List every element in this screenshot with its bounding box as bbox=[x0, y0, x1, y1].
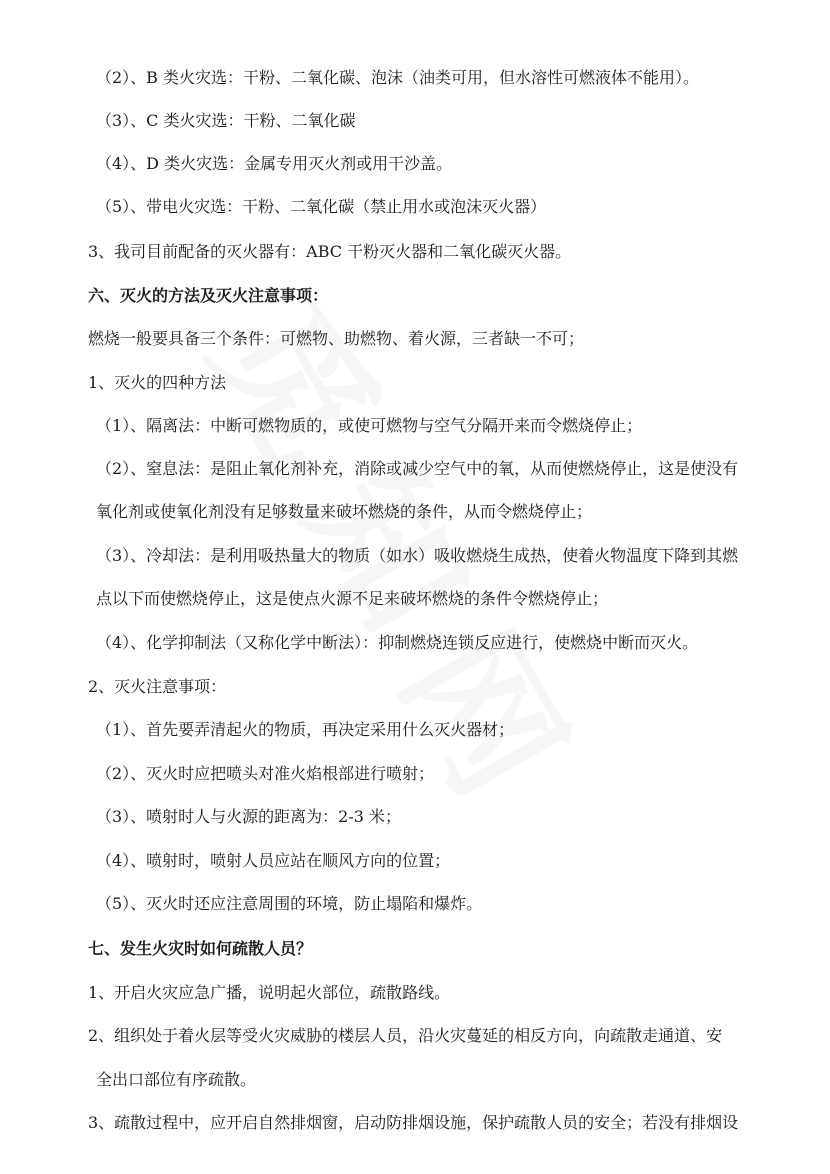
text-line-suffocation-method-cont: 氧化剂或使氧化剂没有足够数量来破坏燃烧的条件，从而令燃烧停止； bbox=[96, 502, 593, 521]
text-line-combustion-conditions: 燃烧一般要具备三个条件：可燃物、助燃物、着火源，三者缺一不可； bbox=[88, 329, 585, 348]
text-line-evacuation-3: 3、疏散过程中，应开启自然排烟窗，启动防排烟设施，保护疏散人员的安全；若没有排烟设 bbox=[88, 1113, 739, 1132]
subheading-four-methods: 1、灭火的四种方法 bbox=[88, 373, 227, 392]
text-line-isolation-method: （1）、隔离法：中断可燃物质的，或使可燃物与空气分隔开来而令燃烧停止； bbox=[96, 416, 643, 435]
text-line-precaution-5: （5）、灭火时还应注意周围的环境，防止塌陷和爆炸。 bbox=[96, 894, 483, 913]
text-line-precaution-4: （4）、喷射时，喷射人员应站在顺风方向的位置； bbox=[96, 851, 451, 870]
text-line-evacuation-2-cont: 全出口部位有序疏散。 bbox=[96, 1070, 257, 1089]
text-line-cooling-method-cont: 点以下而使燃烧停止，这是使点火源不足来破坏燃烧的条件令燃烧停止； bbox=[96, 589, 609, 608]
text-line-precaution-1: （1）、首先要弄清起火的物质，再决定采用什么灭火器材； bbox=[96, 720, 515, 739]
subheading-precautions: 2、灭火注意事项： bbox=[88, 677, 227, 696]
text-line-b-class-fire: （2）、B 类火灾选：干粉、二氧化碳、泡沫（油类可用，但水溶性可燃液体不能用）。 bbox=[96, 68, 700, 87]
text-line-suffocation-method: （2）、窒息法：是阻止氧化剂补充，消除或减少空气中的氧，从而使燃烧停止，这是使没有 bbox=[96, 459, 739, 478]
text-line-chemical-inhibition: （4）、化学抑制法（又称化学中断法）：抑制燃烧连锁反应进行，使燃烧中断而灭火。 bbox=[96, 633, 699, 652]
text-line-cooling-method: （3）、冷却法：是利用吸热量大的物质（如水）吸收燃烧生成热，使着火物温度下降到其燃 bbox=[96, 546, 739, 565]
text-line-evacuation-1: 1、开启火灾应急广播，说明起火部位，疏散路线。 bbox=[88, 983, 451, 1002]
text-line-c-class-fire: （3）、C 类火灾选：干粉、二氧化碳 bbox=[96, 111, 356, 130]
text-line-precaution-3: （3）、喷射时人与火源的距离为：2-3 米； bbox=[96, 807, 402, 826]
section-heading-six: 六、灭火的方法及灭火注意事项： bbox=[88, 286, 329, 305]
section-heading-seven: 七、发生火灾时如何疏散人员？ bbox=[88, 939, 313, 958]
text-line-evacuation-2: 2、组织处于着火层等受火灾威胁的楼层人员，沿火灾蔓延的相反方向，向疏散走通道、安 bbox=[88, 1026, 723, 1045]
text-line-d-class-fire: （4）、D 类火灾选：金属专用灭火剂或用干沙盖。 bbox=[96, 154, 453, 173]
text-line-electrical-fire: （5）、带电火灾选：干粉、二氧化碳（禁止用水或泡沫灭火器） bbox=[96, 197, 547, 216]
text-line-precaution-2: （2）、灭火时应把喷头对准火焰根部进行喷射； bbox=[96, 764, 435, 783]
text-line-extinguishers-equipped: 3、我司目前配备的灭火器有：ABC 干粉灭火器和二氧化碳灭火器。 bbox=[88, 242, 572, 261]
